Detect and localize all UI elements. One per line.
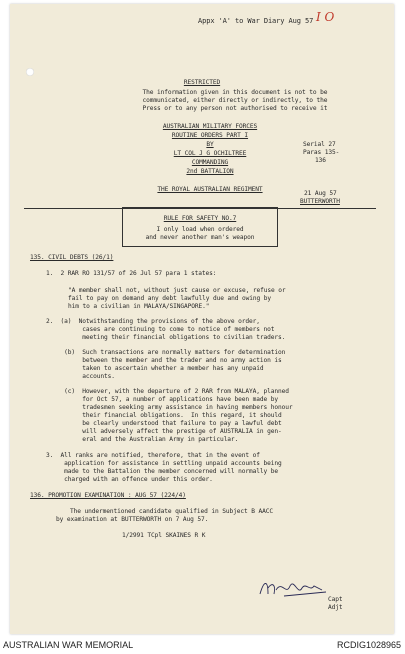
quote-line: fail to pay on demand any debt lawfully due and owing by [68, 295, 272, 302]
signature-appointment: Adjt [328, 604, 343, 611]
item-2a-line: meeting their financial obligations to civilian traders. [46, 334, 286, 341]
item-2c-line: be clearly understood that failure to pay a lawful debt [46, 420, 282, 427]
item-2a-line: 2. (a) Notwithstanding the provisions of the above order, [46, 318, 260, 325]
para-135-item-1: 1. 2 RAR RO 131/57 of 26 Jul 57 para 1 states: [46, 270, 217, 277]
para-136-body-line: The undermentioned candidate qualified in Subject B AACC [70, 508, 274, 515]
item-2b-line: taken to ascertain whether a member has any unpaid [46, 365, 264, 372]
order-place: BUTTERWORTH [300, 198, 340, 205]
signature-block [256, 576, 346, 611]
classification: RESTRICTED [183, 79, 221, 86]
item-2c-line: eral and the Australian Army in particular. [46, 436, 239, 443]
item-3-line: made to the Battalion the member concerned will normally be [46, 468, 279, 475]
para-135-heading: 135. CIVIL DEBTS (26/1) [30, 254, 114, 261]
item-2b-line: between the member and the trader and no army action is [46, 357, 282, 364]
serial-paras-end: 136 [315, 157, 326, 164]
order-date: 21 Aug 57 [304, 190, 337, 197]
item-3-line: charged with an offence under this order. [46, 476, 213, 483]
signature-rank: Capt [328, 596, 343, 603]
header-line: COMMANDING [191, 159, 229, 166]
item-3-line: 3. All ranks are notified, therefore, that in the event of [46, 452, 260, 459]
candidate-name: 1/2991 TCpl SKAINES R K [122, 532, 206, 539]
quote-line: "A member shall not, without just cause or excuse, refuse or [68, 287, 286, 294]
archive-footer [0, 636, 405, 654]
header-line: BY [206, 141, 214, 148]
serial-number: Serial 27 [303, 141, 336, 148]
notice-line: The information given in this document is not to be [142, 89, 328, 96]
para-136-heading: 136. PROMOTION EXAMINATION : AUG 57 (224/4) [30, 492, 186, 499]
safety-line: I only load when ordered [156, 226, 244, 233]
item-2c-line: will adversely affect the prestige of AUSTRALIA in gen- [46, 428, 282, 435]
document-page [10, 4, 394, 634]
item-2b-line: accounts. [46, 373, 115, 380]
item-2c-line: (c) However, with the departure of 2 RAR from MALAYA, planned [46, 388, 289, 395]
stamp-mark: I O [316, 10, 335, 24]
punch-hole [26, 68, 34, 76]
item-2c-line: tradesmen seeking army assistance in having members honour [46, 404, 293, 411]
header-line: LT COL J G OCHILTREE [173, 150, 247, 157]
quote-line: him to a civilian in MALAYA/SINGAPORE." [68, 303, 210, 310]
safety-title: RULE FOR SAFETY NO.7 [163, 215, 237, 222]
item-2a-line: cases are continuing to come to notice of members not [46, 326, 275, 333]
appendix-title: Appx 'A' to War Diary Aug 57 [198, 17, 314, 25]
safety-line: and never another man's weapon [145, 234, 255, 241]
header-line: 2nd BATTALION [186, 168, 234, 175]
header-line: AUSTRALIAN MILITARY FORCES [162, 123, 258, 130]
notice-line: communicated, either directly or indirectly, to the [142, 97, 328, 104]
item-2c-line: their financial obligations. In this regard, it should [46, 412, 282, 419]
header-line: ROUTINE ORDERS PART I [171, 132, 249, 139]
item-2c-line: for Oct 57, a number of applications have been made by [46, 396, 279, 403]
item-2b-line: (b) Such transactions are normally matters for determination [46, 349, 286, 356]
archive-source: AUSTRALIAN WAR MEMORIAL [3, 640, 134, 650]
safety-rule-box [122, 207, 278, 247]
item-3-line: application for assistance in settling unpaid accounts being [46, 460, 282, 467]
header-line: THE ROYAL AUSTRALIAN REGIMENT [157, 186, 263, 193]
serial-paras: Paras 135- [303, 149, 340, 156]
notice-line: Press or to any person not authorised to receive it [142, 105, 328, 112]
para-136-body-line: by examination at BUTTERWORTH on 7 Aug 57. [56, 516, 209, 523]
archive-reference: RCDIG1028965 [336, 640, 401, 650]
